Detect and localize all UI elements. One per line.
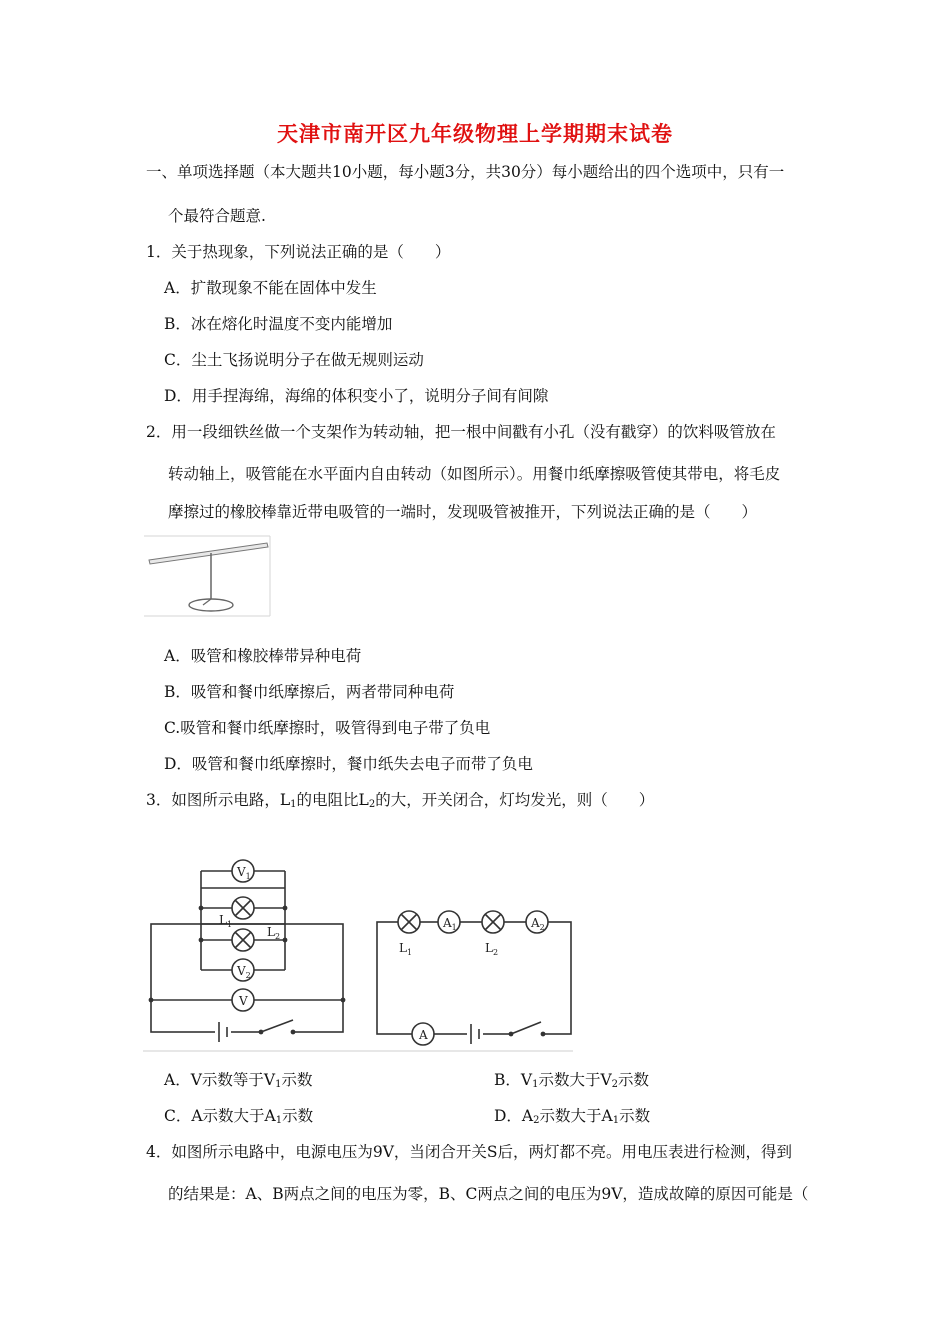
q2-stem-line1: 2．用一段细铁丝做一个支架作为转动轴，把一根中间戳有小孔（没有戳穿）的饮料吸管放在: [146, 423, 776, 441]
q2-option-a: A．吸管和橡胶棒带异种电荷: [164, 647, 362, 665]
meter-a1-label: $A_1$: [443, 916, 457, 932]
meter-a2-label: $A_2$: [531, 916, 545, 932]
q1-option-b: B．冰在熔化时温度不变内能增加: [164, 315, 393, 333]
q1-option-c: C．尘土飞扬说明分子在做无规则运动: [164, 351, 424, 369]
q2-option-d: D．吸管和餐巾纸摩擦时，餐巾纸失去电子而带了负电: [164, 755, 533, 773]
meter-v2-label: $V_2$: [237, 964, 251, 980]
lamp-l2-label: $L_2$: [267, 925, 281, 941]
circuit-diagrams-figure: [143, 852, 573, 1052]
q4-stem-line1: 4．如图所示电路中，电源电压为9V，当闭合开关S后，两灯都不亮。用电压表进行检测，得到: [146, 1143, 793, 1161]
right-lamp-l1-label: $L_1$: [399, 941, 413, 957]
q3-option-d: D．$A_2$示数大于$A_1$示数: [494, 1107, 651, 1126]
q1-option-d: D．用手捏海绵，海绵的体积变小了，说明分子间有间隙: [164, 387, 549, 405]
q2-option-c: C.吸管和餐巾纸摩擦时，吸管得到电子带了负电: [164, 719, 491, 737]
right-lamp-l2-label: $L_2$: [485, 941, 499, 957]
q2-stem-line2: 转动轴上，吸管能在水平面内自由转动（如图所示）。用餐巾纸摩擦吸管使其带电，将毛皮: [168, 465, 781, 483]
q3-stem: 3．如图所示电路，$L_1$的电阻比$L_2$的大，开关闭合，灯均发光，则（ ）: [146, 791, 655, 810]
q2-option-b: B．吸管和餐巾纸摩擦后，两者带同种电荷: [164, 683, 455, 701]
section-heading-line1: 一、单项选择题（本大题共10小题，每小题3分，共30分）每小题给出的四个选项中，只有一: [146, 163, 785, 181]
q2-stem-line3: 摩擦过的橡胶棒靠近带电吸管的一端时，发现吸管被推开，下列说法正确的是（ ）: [168, 503, 758, 521]
lamp-l1-label: $L_1$: [219, 913, 233, 929]
meter-v-label: V: [239, 994, 248, 1008]
meter-v1-label: $V_1$: [237, 865, 251, 881]
meter-a-label: A: [419, 1028, 428, 1042]
q1-stem: 1．关于热现象，下列说法正确的是（ ）: [146, 243, 451, 261]
page-title: 天津市南开区九年级物理上学期期末试卷: [277, 122, 673, 146]
q3-option-a: A．V示数等于$V_1$示数: [164, 1071, 313, 1090]
section-heading-line2: 个最符合题意.: [168, 207, 266, 225]
q4-stem-line2: 的结果是：A、B两点之间的电压为零，B、C两点之间的电压为9V，造成故障的原因可能是（: [168, 1185, 809, 1203]
q3-option-c: C．A示数大于$A_1$示数: [164, 1107, 314, 1126]
straw-pivot-figure: [143, 535, 271, 617]
q3-option-b: B．$V_1$示数大于$V_2$示数: [494, 1071, 650, 1090]
q1-option-a: A．扩散现象不能在固体中发生: [164, 279, 377, 297]
